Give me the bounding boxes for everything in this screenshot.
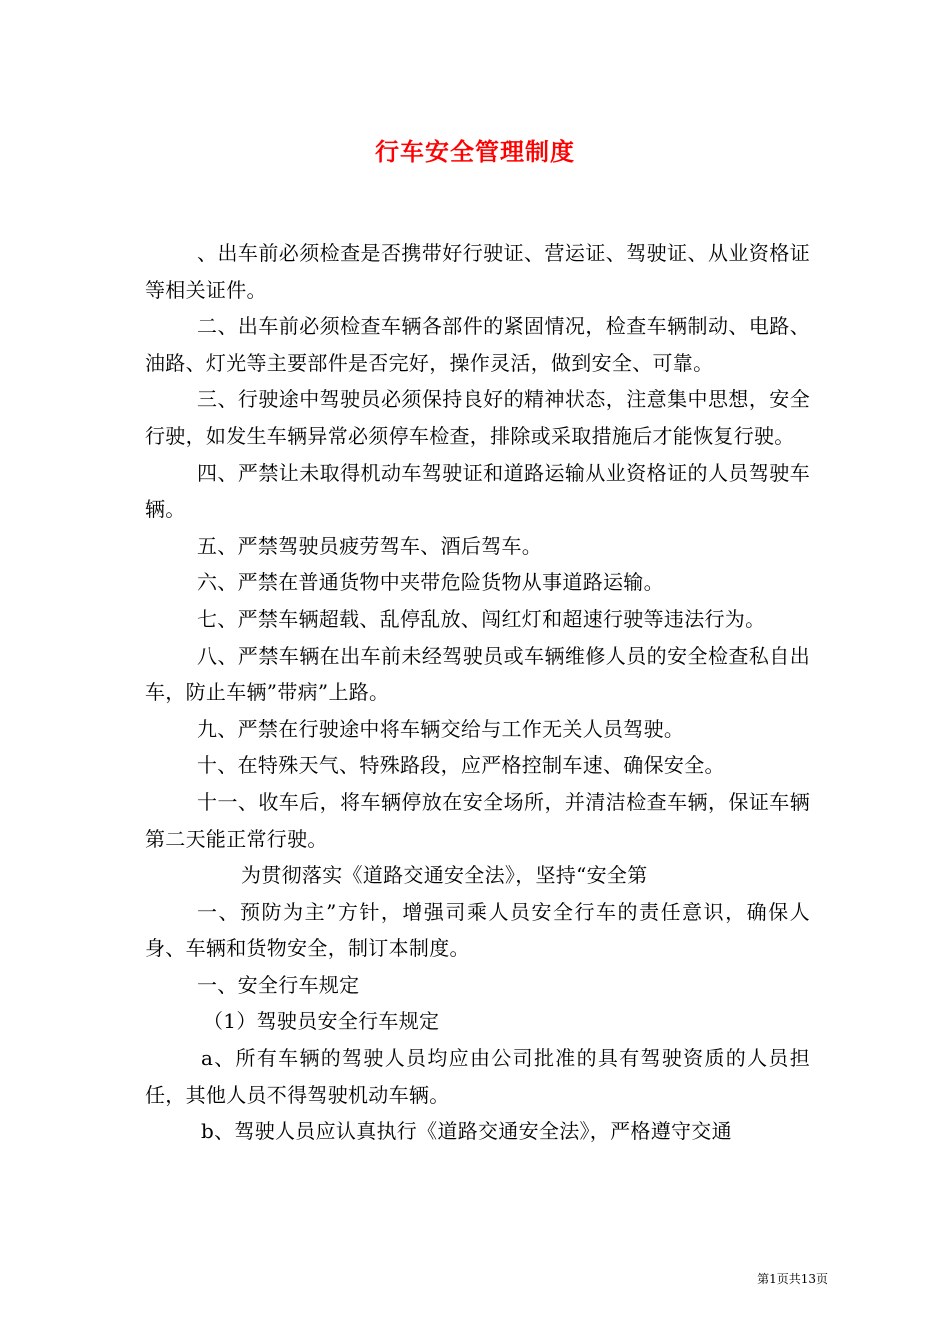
subsection-heading: （1）驾驶员安全行车规定 [203, 1009, 440, 1034]
paragraph-4: 四、严禁让未取得机动车驾驶证和道路运输从业资格证的人员驾驶车辆。 [145, 460, 810, 522]
paragraph-12: 为贯彻落实《道路交通安全法》，坚持“安全第 [241, 863, 648, 888]
section-heading: 一、安全行车规定 [197, 972, 360, 997]
paragraph-2: 二、出车前必须检查车辆各部件的紧固情况，检查车辆制动、电路、油路、灯光等主要部件是否完好，操作灵活，做到安全、可靠。 [145, 314, 810, 375]
paragraph-13: 一、预防为主”方针，增强司乘人员安全行车的责任意识，确保人身、车辆和货物安全，制订本制度。 [145, 899, 810, 961]
paragraph-7: 七、严禁车辆超载、乱停乱放、闯红灯和超速行驶等违法行为。 [197, 606, 766, 631]
paragraph-8: 八、严禁车辆在出车前未经驾驶员或车辆维修人员的安全检查私自出车，防止车辆”带病”上路。 [145, 643, 810, 705]
paragraph-16: a、所有车辆的驾驶人员均应由公司批准的具有驾驶资质的人员担任，其他人员不得驾驶机动车辆。 [145, 1046, 810, 1107]
paragraph-3: 三、行驶途中驾驶员必须保持良好的精神状态，注意集中思想，安全行驶，如发生车辆异常必须停车检查，排除或采取措施后才能恢复行驶。 [145, 387, 810, 448]
paragraph-5: 五、严禁驾驶员疲劳驾车、酒后驾车。 [197, 533, 543, 558]
paragraph-6: 六、严禁在普通货物中夹带危险货物从事道路运输。 [197, 570, 664, 595]
paragraph-11: 十一、收车后，将车辆停放在安全场所，并清洁检查车辆，保证车辆第二天能正常行驶。 [145, 789, 810, 851]
document-body [145, 235, 810, 1150]
paragraph-10: 十、在特殊天气、特殊路段，应严格控制车速、确保安全。 [197, 753, 725, 778]
document-title: 行车安全管理制度 [375, 137, 575, 166]
page-number-footer: 第1页共13页 [757, 1272, 828, 1286]
paragraph-1: 、出车前必须检查是否携带好行驶证、营运证、驾驶证、从业资格证等相关证件。 [145, 241, 810, 302]
paragraph-9: 九、严禁在行驶途中将车辆交给与工作无关人员驾驶。 [197, 716, 685, 741]
paragraph-17: b、驾驶人员应认真执行《道路交通安全法》，严格遵守交通 [201, 1119, 732, 1144]
